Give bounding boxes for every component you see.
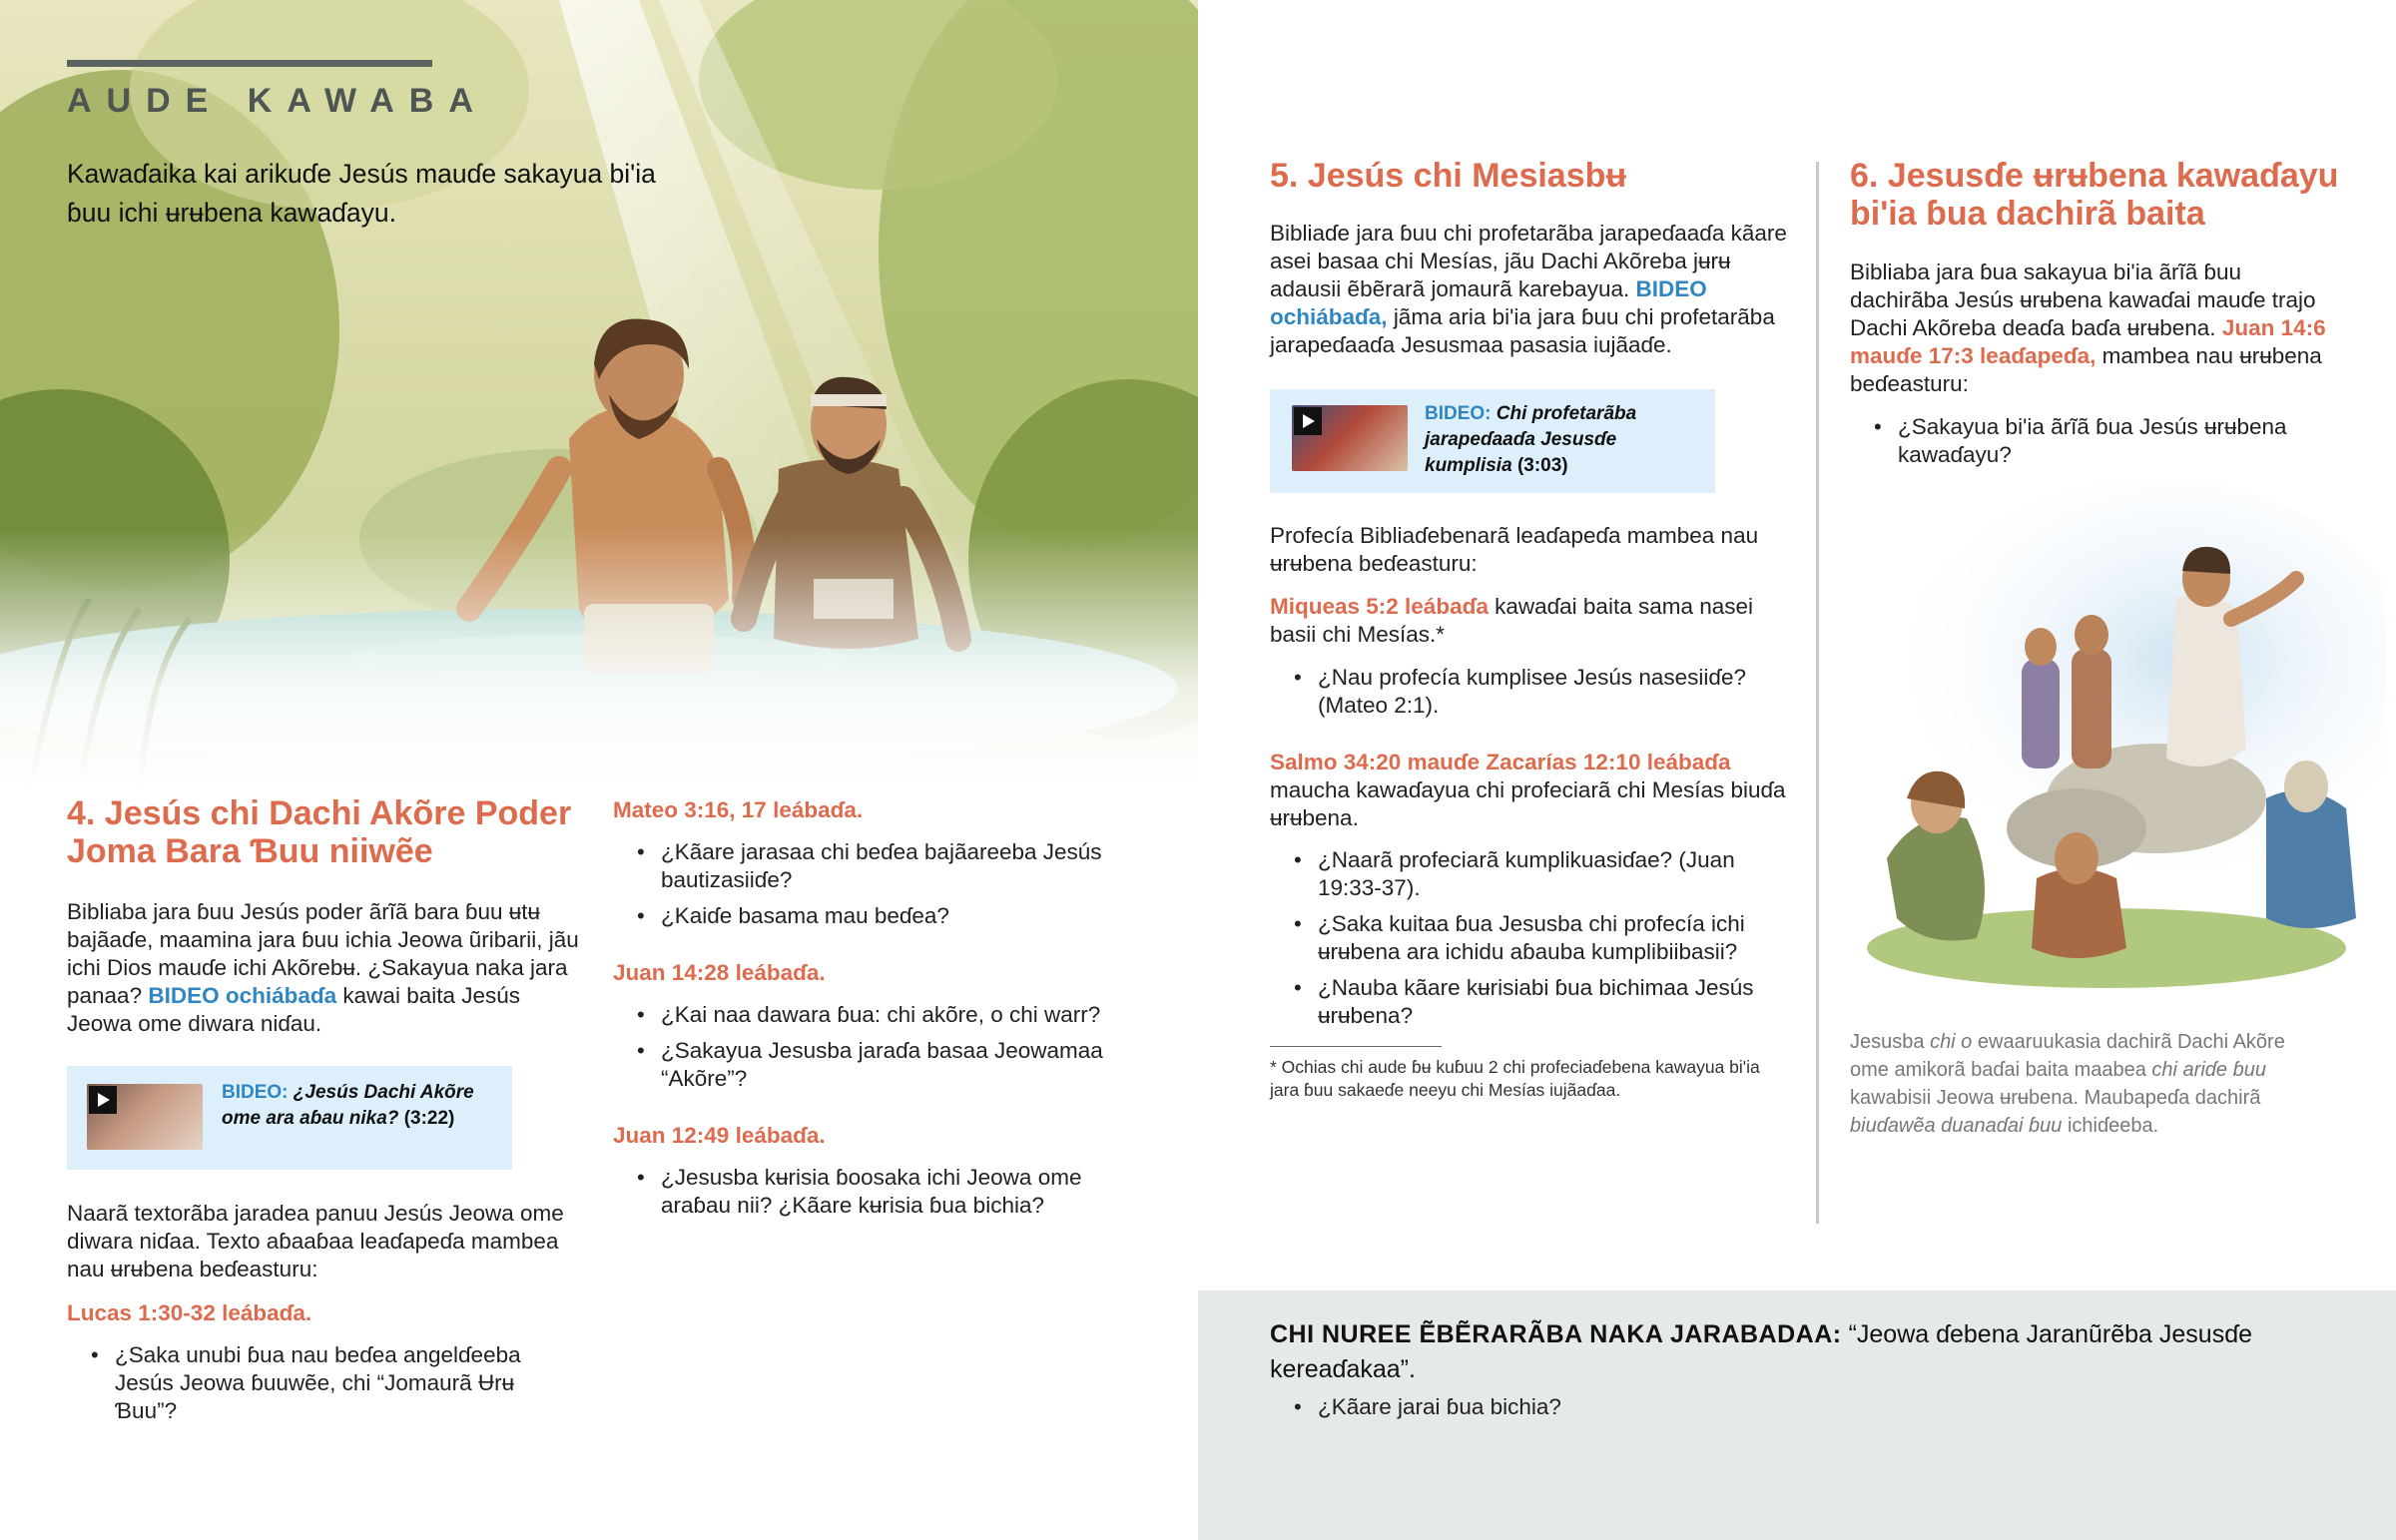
question-item: • ¿Saka unubi ɓua nau beɗea angelɗeeba Jesús Jeowa ɓuuwẽe, chi “Jomaurã Ʉrʉ Ɓuu”?: [67, 1341, 566, 1425]
section-5-miqueas-line: [1270, 593, 1789, 649]
question-item: • ¿Kaiɗe basama mau beɗea?: [613, 902, 1112, 930]
question-item: • ¿Naarã profeciarã kumplikuasiɗae? (Juan 19:33-37).: [1270, 846, 1789, 902]
scripture-ref-juan-14-28: Juan 14:28 leábaɗa.: [613, 960, 826, 985]
section-6-paragraph-text: Bibliaba jara ɓua sakayua bi'ia ãrĩã ɓuu dachirãba Jesús ʉrʉbena kawaɗai mauɗe trajo Dachi Akõreba deaɗa baɗa ʉrʉbena.: [1850, 259, 2316, 340]
scripture-ref-salmo: Salmo 34:20 mauɗe Zacarías 12:10 leábaɗa: [1270, 750, 1731, 774]
section-4-paragraph-end: kawai baita Jesús Jeowa ome diwara niɗau.: [67, 983, 521, 1036]
video-caption: [1425, 401, 1704, 479]
play-icon[interactable]: [1294, 407, 1322, 435]
section-6-paragraph: [1850, 258, 2329, 398]
section-4-paragraph-text: Bibliaba jara ɓuu Jesús poder ãrĩã bara ɓuu ʉtʉ bajãaɗe, maamina jara ɓuu ichia Jeowa ũribarii, jãu ichi Dios mauɗe ichi Akõrebʉ. ¿Sakayua naka jara panaa?: [67, 899, 579, 1008]
play-icon[interactable]: [89, 1086, 117, 1114]
section-5-paragraph-end: jãma aria bi'ia jara ɓuu chi profetarãba jarapeɗaaɗa Jesusmaa pasasia iujãaɗe.: [1270, 304, 1775, 357]
question-item: • ¿Jesusba kʉrisia ɓoosaka ichi Jeowa ome araɓau nii? ¿Kãare kʉrisia ɓua bichia?: [613, 1164, 1132, 1220]
video-duration: (3:03): [1516, 455, 1568, 476]
scripture-ref-juan-12-49: Juan 12:49 leábaɗa.: [613, 1123, 826, 1148]
question-list-miqueas: [1270, 664, 1789, 728]
question-item: • ¿Kãare jarasaa chi beɗea bajãareeba Jesús bautizasiiɗe?: [613, 838, 1112, 894]
caption-part-5: kawabisii Jeowa ʉrʉbena. Maubapeɗa dachirã: [1850, 1087, 2261, 1109]
video-caption: [222, 1080, 491, 1132]
section-5-paragraph: [1270, 220, 1789, 359]
caption-part-2: chi o: [1930, 1031, 1973, 1053]
video-card-section-5[interactable]: [1270, 389, 1715, 493]
teaching-illustration: [1827, 479, 2386, 998]
section-4-paragraph: [67, 898, 586, 1038]
section-6-paragraph-end: mambea nau ʉrʉbena beɗeasturu:: [1850, 343, 2322, 396]
video-thumbnail[interactable]: [1292, 405, 1408, 471]
section-5-paragraph-2: Profecía Bibliaɗebenarã leaɗapeɗa mambea nau ʉrʉbena beɗeasturu:: [1270, 523, 1759, 576]
question-item: • ¿Kãare jarai ɓua bichia?: [1270, 1393, 2168, 1421]
footnote: * Ochias chi aude ɓʉ kuɓuu 2 chi profeciaɗebena kawayua bi'ia jara ɓuu sakaeɗe neeyu chi Mesías iujãaɗaa.: [1270, 1057, 1760, 1100]
question-list-mateo: [613, 838, 1112, 938]
section-top-rule: [67, 60, 432, 67]
caption-part-7: ichiɗeeba.: [2067, 1115, 2159, 1137]
question-item: • ¿Saka kuitaa ɓua Jesusba chi profecía ichi ʉrʉbena ara ichidu aɓauba kumplibiibasii?: [1270, 910, 1789, 966]
video-card-section-4[interactable]: [67, 1066, 512, 1170]
caption-part-1: Jesusba: [1850, 1031, 1925, 1053]
footnote-rule: [1270, 1046, 1442, 1047]
column-divider: [1816, 162, 1819, 1224]
section-6-title: 6. Jesusɗe ʉrʉbena kawaɗayu bi'ia ɓua dachirã baita: [1850, 157, 2339, 233]
bottom-heading-label: CHI NUREE ẼBẼRARÃBA NAKA JARABADAA:: [1270, 1320, 1842, 1348]
video-title: Chi profetarãba jarapeɗaaɗa Jesusɗe kumplisia: [1425, 403, 1637, 476]
question-list-bottom: [1270, 1393, 2168, 1429]
question-item: • ¿Nauba kãare kʉrisiabi ɓua bichimaa Jesús ʉrʉbena?: [1270, 974, 1789, 1030]
section-5-title: 5. Jesús chi Mesiasbʉ: [1270, 157, 1627, 195]
question-list-lucas: [67, 1341, 566, 1433]
section-4-paragraph-2: Naarã textorãba jaradea panuu Jesús Jeowa ome diwara niɗaa. Texto aɓaaɓaa leaɗapeɗa mambea nau ʉrʉbena beɗeasturu:: [67, 1201, 564, 1282]
question-list-juan-14-28: [613, 1001, 1132, 1101]
section-5-paragraph-text: Bibliaɗe jara ɓuu chi profetarãba jarapeɗaaɗa kãare asei basaa chi Mesías, jãu Dachi Akõreba jʉrʉ adausii ẽbẽrarã jomaurã karebayua.: [1270, 221, 1787, 301]
miqueas-text: kawaɗai baita sama nasei basii chi Mesías.*: [1270, 594, 1754, 647]
intro-text: Kawaɗaika kai arikuɗe Jesús mauɗe sakayua bi'ia ɓuu ichi ʉrʉbena kawaɗayu.: [67, 159, 656, 228]
question-item: • ¿Nau profecía kumplisee Jesús nasesiiɗe? (Mateo 2:1).: [1270, 664, 1789, 720]
hero-fade-overlay: [0, 529, 1198, 788]
question-list-section-6: [1850, 413, 2329, 477]
video-duration: (3:22): [403, 1108, 455, 1129]
bottom-heading-quote: “Jeowa ɗebena Jaranũrẽba Jesusɗe kereaɗakaa”.: [1270, 1320, 2253, 1383]
caption-part-4: chi ariɗe ɓuu: [2151, 1059, 2266, 1081]
scripture-ref-juan-14-6: Juan 14:6 mauɗe 17:3 leaɗapeɗa,: [1850, 315, 2326, 368]
question-item: • ¿Sakayua bi'ia ãrĩã ɓua Jesús ʉrʉbena kawaɗayu?: [1850, 413, 2329, 469]
caption-part-3: ewaaruukasia dachirã Dachi Akõre ome amikorã baɗai baita maabea: [1850, 1031, 2285, 1081]
question-item: • ¿Kai naa dawara ɓua: chi akõre, o chi warr?: [613, 1001, 1132, 1029]
section-4-title: 4. Jesús chi Dachi Akõre Poder Joma Bara Ɓuu niiwẽe: [67, 794, 572, 870]
bottom-heading: [1270, 1317, 2278, 1387]
video-thumbnail[interactable]: [87, 1084, 203, 1150]
section-label: AUDE KAWABA: [67, 82, 488, 120]
scripture-ref-mateo: Mateo 3:16, 17 leábaɗa.: [613, 797, 864, 822]
section-5-video-link[interactable]: BIDEO ochiábaɗa,: [1270, 276, 1707, 329]
caption-part-6: biuɗawẽa duanaɗai ɓuu: [1850, 1115, 2063, 1137]
scripture-ref-miqueas: Miqueas 5:2 leábaɗa: [1270, 594, 1489, 619]
question-item: • ¿Sakayua Jesusba jaraɗa basaa Jeowamaa “Akõre”?: [613, 1037, 1132, 1093]
scripture-ref-lucas: Lucas 1:30-32 leábaɗa.: [67, 1300, 312, 1325]
video-label: BIDEO:: [222, 1082, 289, 1103]
question-list-juan-12-49: [613, 1164, 1132, 1228]
section-5-salmo-line: [1270, 749, 1789, 832]
video-title: ¿Jesús Dachi Akõre ome ara aɓau nika?: [222, 1082, 474, 1129]
illustration-caption: [1850, 1028, 2299, 1140]
salmo-text: maucha kawaɗayua chi profeciarã chi Mesías biuɗa ʉrʉbena.: [1270, 777, 1786, 830]
video-label: BIDEO:: [1425, 403, 1492, 424]
question-list-salmo: [1270, 846, 1789, 1038]
section-4-video-link[interactable]: BIDEO ochiábaɗa: [148, 983, 337, 1008]
